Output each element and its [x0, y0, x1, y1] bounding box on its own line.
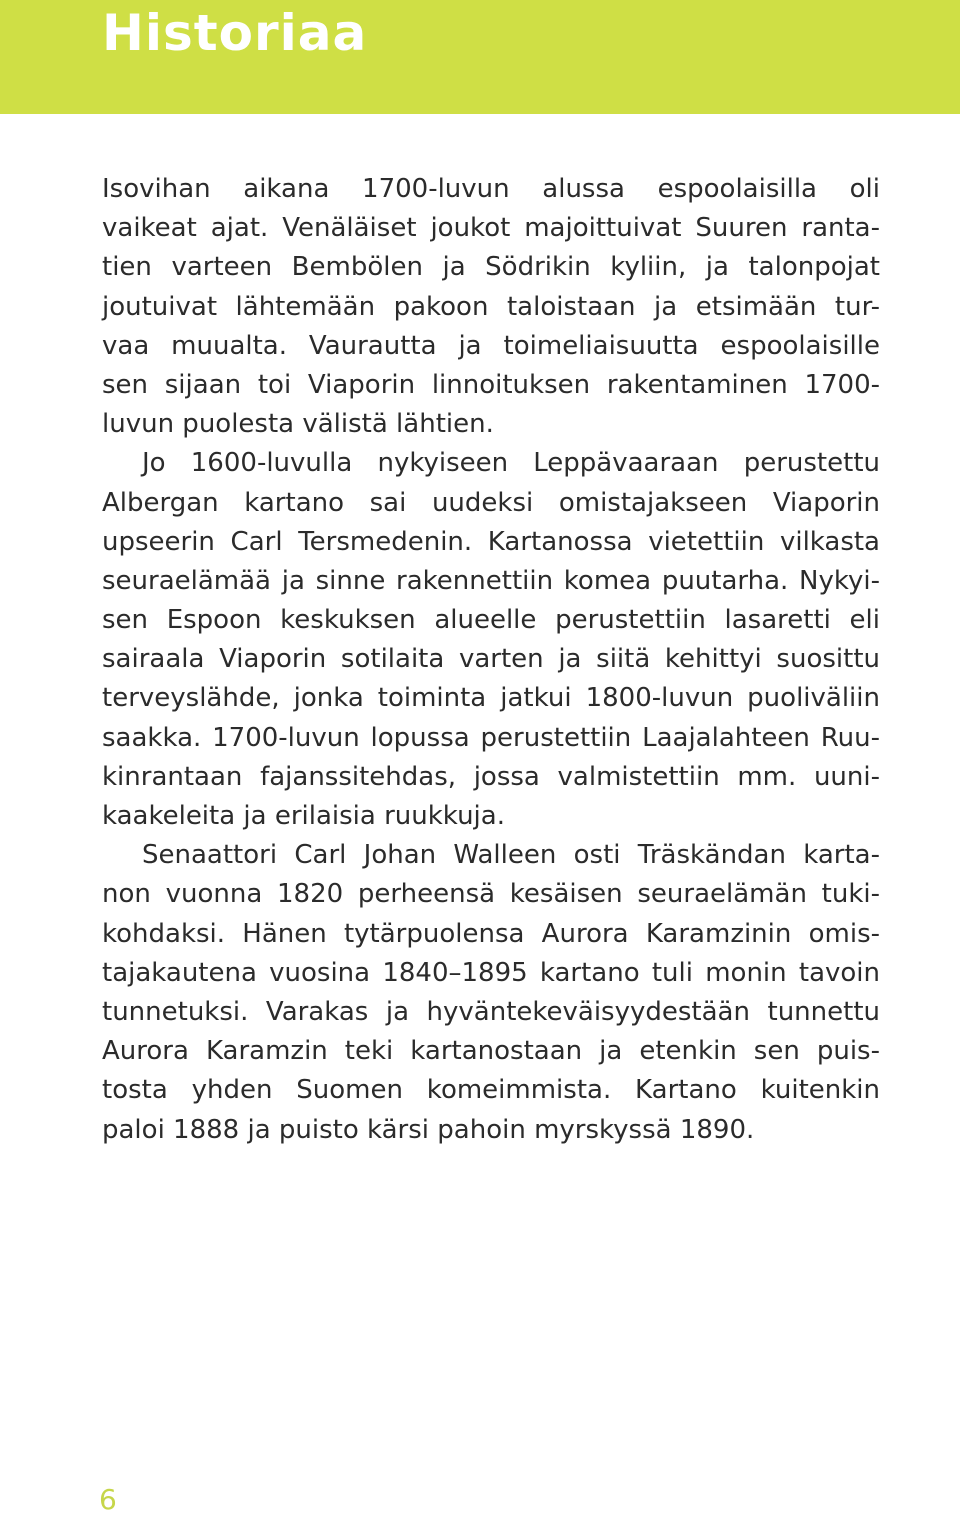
text-line: tunnetuksi. Varakas ja hyväntekeväisyydestään tunnettu: [102, 996, 880, 1027]
text-line: vaikeat ajat. Venäläiset joukot majoittuivat Suuren ranta-: [102, 213, 880, 244]
paragraph-first-line: Jo 1600-luvulla nykyiseen Leppävaaraan perustettu: [142, 448, 880, 479]
text-line: non vuonna 1820 perheensä kesäisen seuraelämän tuki-: [102, 879, 880, 910]
text-line: Isovihan aikana 1700-luvun alussa espoolaisilla oli: [102, 174, 880, 204]
text-line: Aurora Karamzin teki kartanostaan ja etenkin sen puis-: [102, 1036, 880, 1067]
paragraph-first-line: Senaattori Carl Johan Walleen osti Träskändan karta-: [142, 840, 880, 871]
text-line: kaakeleita ja erilaisia ruukkuja.: [102, 801, 505, 831]
page-number: 6: [99, 1483, 117, 1516]
text-line: tosta yhden Suomen komeimmista. Kartano kuitenkin: [102, 1075, 880, 1106]
text-line: kohdaksi. Hänen tytärpuolensa Aurora Karamzinin omis-: [102, 918, 880, 949]
text-line: tien varteen Bembölen ja Södrikin kyliin, ja talonpojat: [102, 252, 880, 283]
text-line: sairaala Viaporin sotilaita varten ja siitä kehittyi suosittu: [102, 644, 880, 675]
text-line: sen sijaan toi Viaporin linnoituksen rakentaminen 1700-: [102, 369, 880, 400]
text-line: paloi 1888 ja puisto kärsi pahoin myrskyssä 1890.: [102, 1114, 755, 1145]
text-line: kinrantaan fajanssitehdas, jossa valmistettiin mm. uuni-: [102, 761, 880, 792]
text-line: joutuivat lähtemään pakoon taloistaan ja etsimään tur-: [102, 291, 880, 322]
header-band: [0, 0, 960, 114]
text-line: sen Espoon keskuksen alueelle perustettiin lasaretti eli: [102, 605, 880, 636]
text-line: terveyslähde, jonka toiminta jatkui 1800-luvun puoliväliin: [102, 683, 880, 714]
text-line: seuraelämää ja sinne rakennettiin komea puutarha. Nykyi-: [102, 565, 880, 596]
text-line: tajakautena vuosina 1840–1895 kartano tuli monin tavoin: [102, 957, 880, 988]
text-line: saakka. 1700-luvun lopussa perustettiin Laajalahteen Ruu-: [102, 722, 880, 753]
body-text: [102, 170, 880, 1150]
text-line: upseerin Carl Tersmedenin. Kartanossa vietettiin vilkasta: [102, 526, 880, 557]
text-line: Albergan kartano sai uudeksi omistajakseen Viaporin: [102, 487, 880, 518]
text-line: vaa muualta. Vaurautta ja toimeliaisuutta espoolaisille: [102, 330, 880, 361]
text-line: luvun puolesta välistä lähtien.: [102, 409, 494, 440]
page-title: Historiaa: [102, 4, 368, 62]
